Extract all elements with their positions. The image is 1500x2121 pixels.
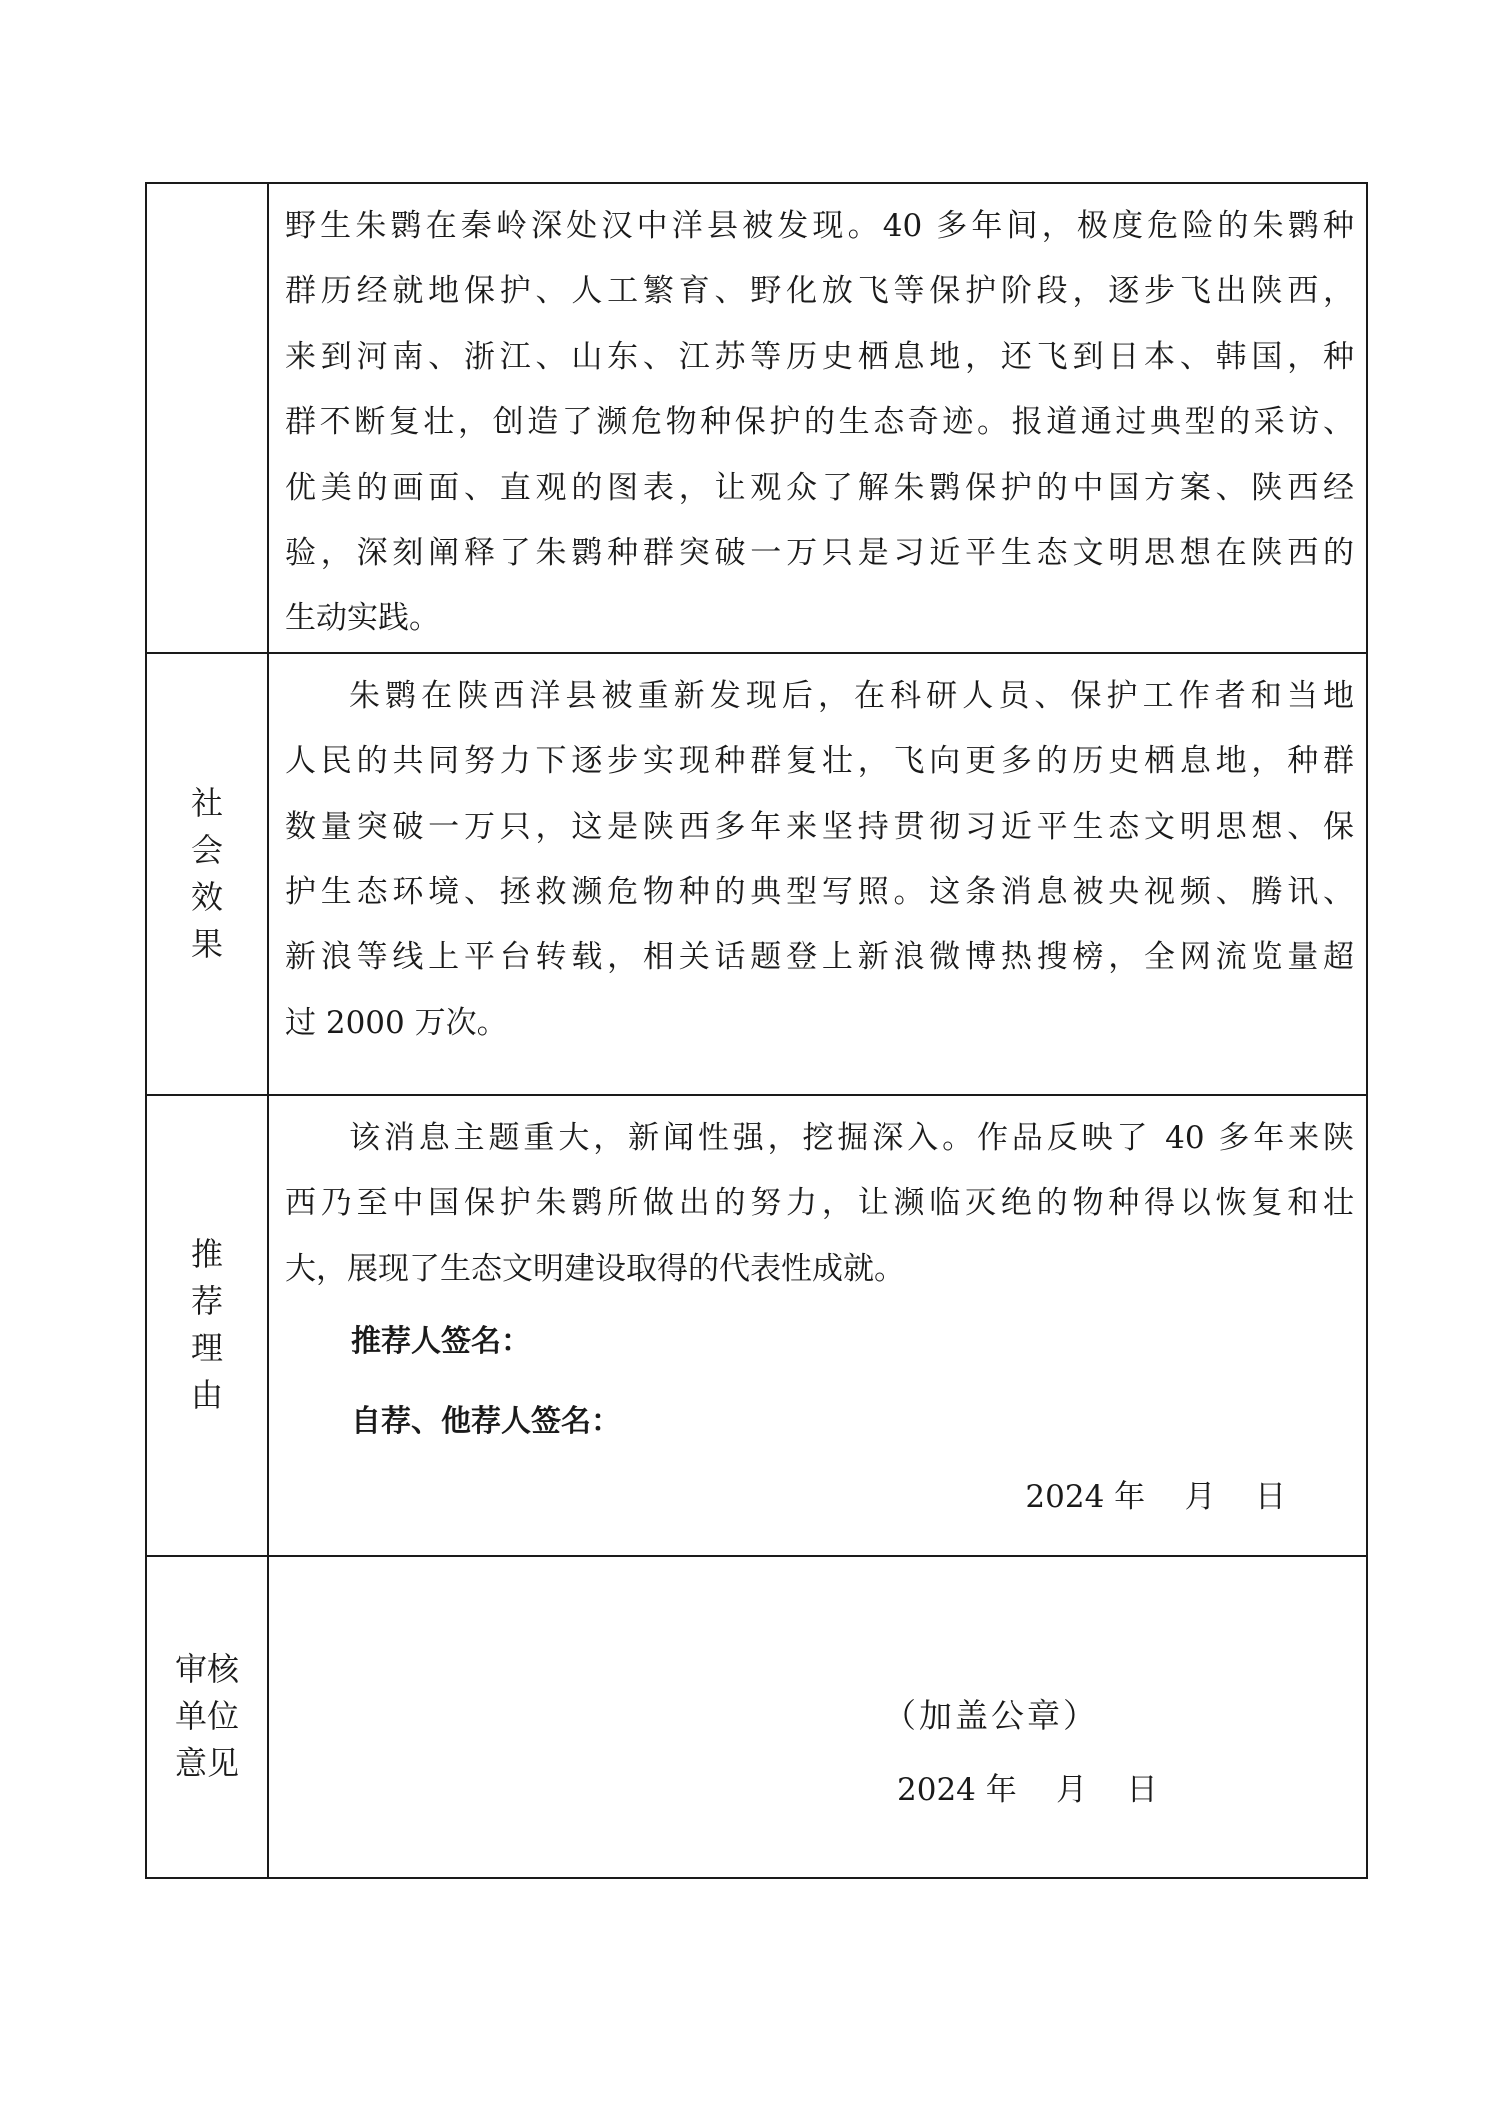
intro-line: 群不断复壮，创造了濒危物种保护的生态奇迹。报道通过典型的采访、 xyxy=(285,404,1354,441)
social-effect-label: 社 会 效 果 xyxy=(190,783,223,963)
review-date: 2024 年 月 日 xyxy=(897,1771,1158,1808)
recommend-reason-row xyxy=(146,1095,1367,1556)
social-effect-line: 朱鹮在陕西洋县被重新发现后，在科研人员、保护工作者和当地 xyxy=(349,677,1354,714)
recommend-reason-label-cell xyxy=(146,1095,268,1556)
recommend-reason-label: 推 荐 理 由 xyxy=(190,1235,223,1415)
recommender-signature-label: 推荐人签名： xyxy=(351,1323,531,1359)
review-opinion-row xyxy=(146,1556,1367,1878)
intro-line: 野生朱鹮在秦岭深处汉中洋县被发现。40 多年间，极度危险的朱鹮种 xyxy=(285,208,1354,244)
social-effect-line: 人民的共同努力下逐步实现种群复壮，飞向更多的历史栖息地，种群 xyxy=(285,743,1354,780)
intro-line: 验，深刻阐释了朱鹮种群突破一万只是习近平生态文明思想在陕西的 xyxy=(285,534,1354,571)
recommend-date: 2024 年 月 日 xyxy=(1025,1478,1286,1515)
social-effect-label-cell xyxy=(146,653,268,1095)
entry-form-table xyxy=(145,182,1368,1879)
intro-line: 群历经就地保护、人工繁育、野化放飞等保护阶段，逐步飞出陕西， xyxy=(285,273,1354,310)
social-effect-line: 过 2000 万次。 xyxy=(285,1004,508,1041)
recommend-reason-line: 西乃至中国保护朱鹮所做出的努力，让濒临灭绝的物种得以恢复和壮 xyxy=(285,1185,1354,1222)
review-opinion-label-cell xyxy=(146,1556,268,1878)
self-other-signature-label: 自荐、他荐人签名： xyxy=(351,1403,621,1439)
intro-label-cell xyxy=(146,183,268,653)
review-opinion-label: 审核 单位 意见 xyxy=(174,1650,239,1783)
intro-row xyxy=(146,183,1367,653)
official-seal-note: （加盖公章） xyxy=(883,1695,1099,1735)
recommend-reason-content-cell xyxy=(268,1095,1367,1556)
review-opinion-content-cell xyxy=(268,1556,1367,1878)
intro-line: 生动实践。 xyxy=(285,600,440,637)
recommend-reason-line: 该消息主题重大，新闻性强，挖掘深入。作品反映了 40 多年来陕 xyxy=(349,1119,1354,1156)
recommend-reason-line: 大，展现了生态文明建设取得的代表性成就。 xyxy=(285,1250,905,1287)
intro-content-cell xyxy=(268,183,1367,653)
intro-line: 来到河南、浙江、山东、江苏等历史栖息地，还飞到日本、韩国，种 xyxy=(285,338,1354,375)
social-effect-line: 数量突破一万只，这是陕西多年来坚持贯彻习近平生态文明思想、保 xyxy=(285,808,1354,845)
social-effect-line: 护生态环境、拯救濒危物种的典型写照。这条消息被央视频、腾讯、 xyxy=(285,873,1354,910)
social-effect-row xyxy=(146,653,1367,1095)
intro-line: 优美的画面、直观的图表，让观众了解朱鹮保护的中国方案、陕西经 xyxy=(285,469,1354,506)
social-effect-line: 新浪等线上平台转载，相关话题登上新浪微博热搜榜，全网流览量超 xyxy=(285,939,1354,976)
social-effect-content-cell xyxy=(268,653,1367,1095)
